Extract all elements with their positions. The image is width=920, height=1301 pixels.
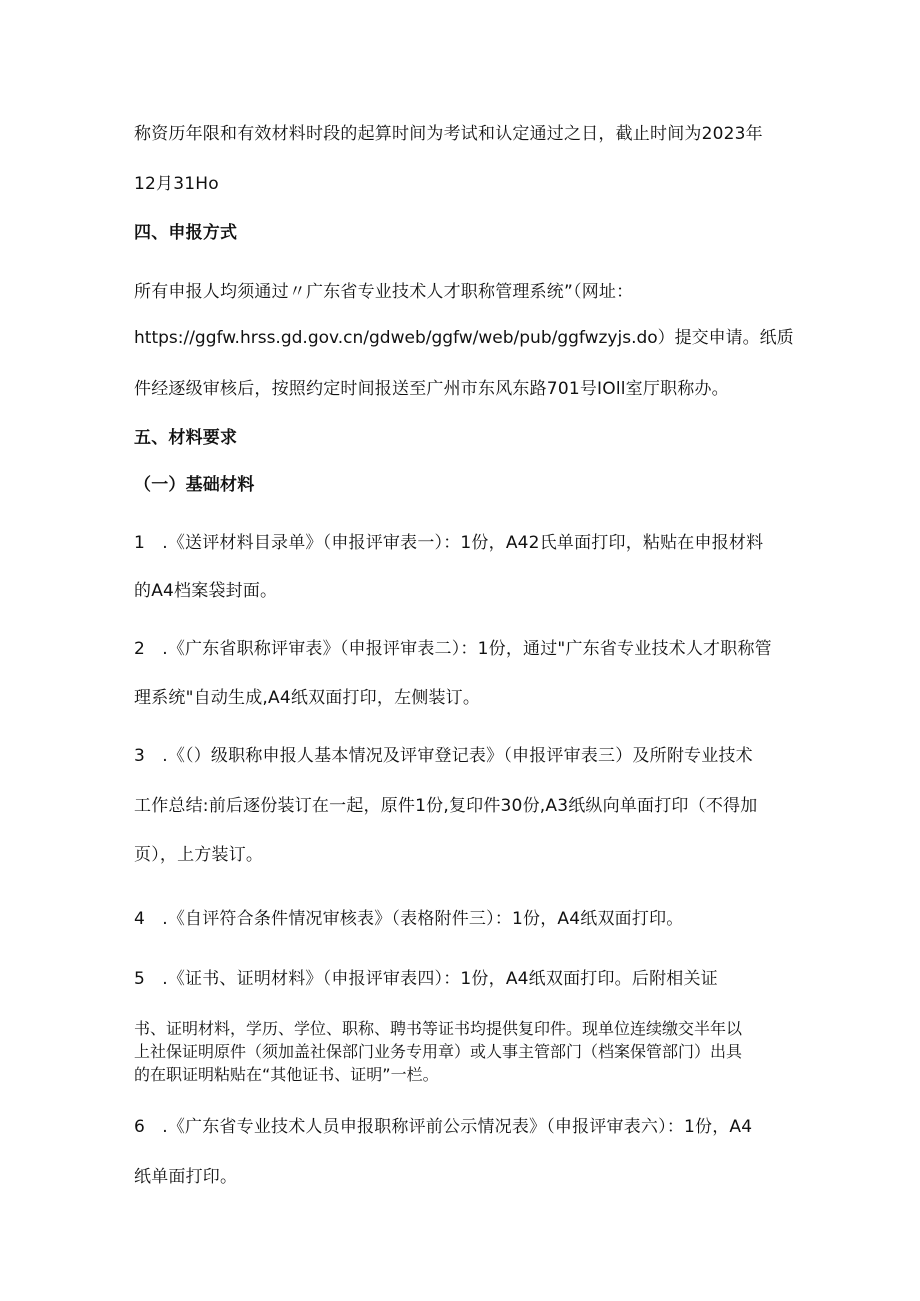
text-line: 12月31Ho xyxy=(134,174,219,194)
list-item: 2 .《广东省职称评审表》（申报评审表二）：1份，通过"广东省专业技术人才职称管 xyxy=(134,639,772,659)
text-line: 理系统"自动生成,A4纸双面打印，左侧装订。 xyxy=(134,688,481,708)
text-line: 上社保证明原件（须加盖社保部门业务专用章）或人事主管部门（档案保管部门）出具 xyxy=(134,1042,743,1061)
section-heading: 四、申报方式 xyxy=(134,223,238,243)
text-line: 的A4档案袋封面。 xyxy=(134,581,278,601)
list-item: 4 .《自评符合条件情况审核表》（表格附件三）：1份，A4纸双面打印。 xyxy=(134,909,684,929)
list-item: 5 .《证书、证明材料》（申报评审表四）：1份，A4纸双面打印。后附相关证 xyxy=(134,969,718,989)
text-line: 工作总结:前后逐份装订在一起，原件1份,复印件30份,A3纸纵向单面打印（不得加 xyxy=(134,796,758,816)
list-item: 6 .《广东省专业技术人员申报职称评前公示情况表》（申报评审表六）：1份，A4 xyxy=(134,1117,753,1137)
text-line: 页），上方装订。 xyxy=(134,845,264,865)
list-item: 1 .《送评材料目录单》（申报评审表一）：1份，A42氏单面打印，粘贴在申报材料 xyxy=(134,533,764,553)
text-line: 的在职证明粘贴在“其他证书、证明”一栏。 xyxy=(134,1065,439,1084)
text-line: 件经逐级审核后，按照约定时间报送至广州市东风东路701号IOll室厅职称办。 xyxy=(134,379,729,399)
text-line: 称资历年限和有效材料时段的起算时间为考试和认定通过之日，截止时间为2023年 xyxy=(134,124,763,144)
list-item: 3 .《（）级职称申报人基本情况及评审登记表》（申报评审表三）及所附专业技术 xyxy=(134,746,753,766)
subsection-heading: （一）基础材料 xyxy=(134,475,255,495)
text-line: 书、证明材料，学历、学位、职称、聘书等证书均提供复印件。现单位连续缴交半年以 xyxy=(134,1019,743,1038)
text-line: 所有申报人均须通过〃广东省专业技术人才职称管理系统”（网址： xyxy=(134,282,634,302)
text-line: 纸单面打印。 xyxy=(134,1167,238,1187)
url-line: https://ggfw.hrss.gd.gov.cn/gdweb/ggfw/web/pub/ggfwzyjs.do）提交申请。纸质 xyxy=(134,328,794,348)
section-heading: 五、材料要求 xyxy=(134,428,238,448)
